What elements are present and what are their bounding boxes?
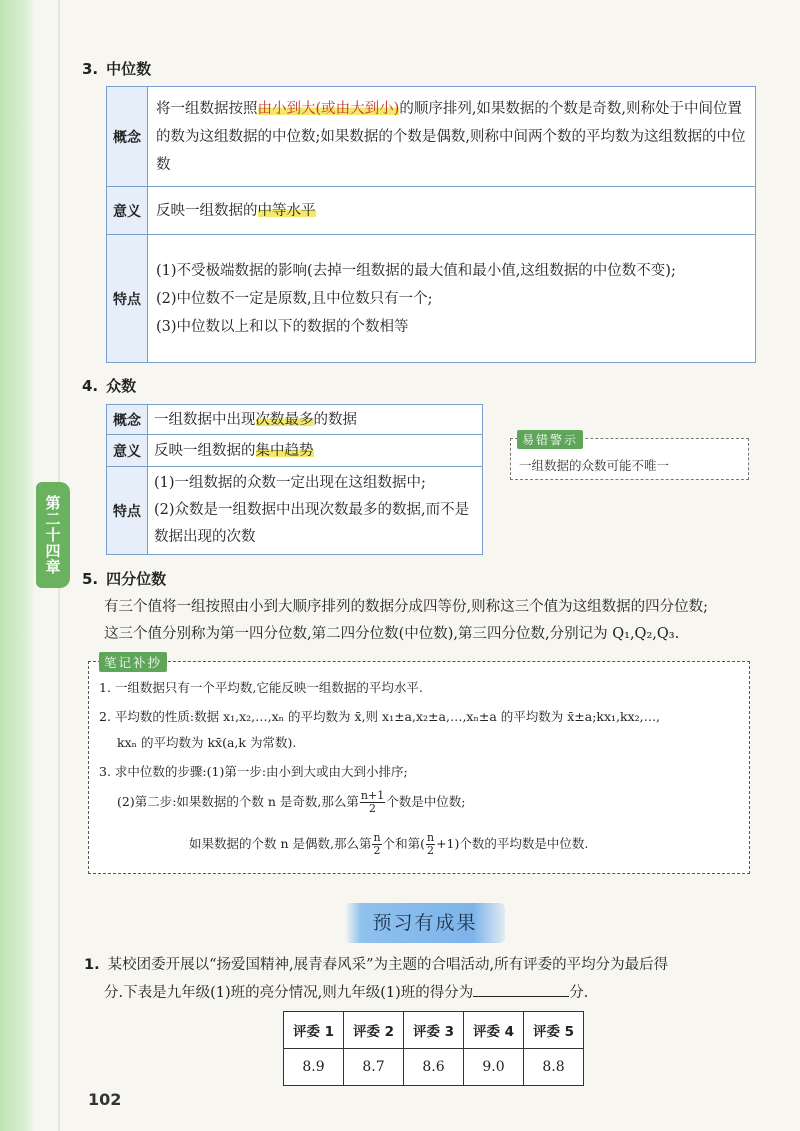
highlight: 由小到大(或由大到小)	[257, 100, 400, 117]
chapter-tab[interactable]: 第二十四章	[36, 482, 70, 588]
feature-item: (3)中位数以上和以下的数据的个数相等	[156, 318, 409, 335]
notes-tag: 笔记补抄	[99, 652, 167, 672]
feature-item: (1)一组数据的众数一定出现在这组数据中;	[154, 475, 426, 491]
median-meaning-label: 意义	[107, 187, 148, 235]
common-mistake-tag: 易错警示	[517, 430, 583, 449]
note-4: (2)第二步:如果数据的个数 n 是奇数,那么第 $\frac{n+1}{2}$ 个数是中位数;	[117, 789, 466, 815]
section-number: 5.	[82, 570, 99, 588]
section-quartile-title	[82, 568, 166, 589]
median-feature-text	[148, 235, 756, 363]
table-cell: 8.8	[524, 1049, 584, 1086]
mode-concept-text: 一组数据中出现次数最多的数据	[148, 405, 483, 435]
mode-meaning-label: 意义	[107, 435, 148, 467]
note-5: 如果数据的个数 n 是偶数,那么第 $\frac{n}{2}$ 个和第( $\frac{n}{2}$ +1)个数的平均数是中位数.	[189, 831, 589, 857]
feature-item: (2)中位数不一定是原数,且中位数只有一个;	[156, 290, 433, 307]
page-number: 102	[88, 1090, 122, 1109]
table-header-cell: 评委 2	[344, 1012, 404, 1049]
notes-box	[88, 655, 750, 874]
score-table	[283, 1011, 584, 1086]
preview-section-banner: 预习有成果	[345, 903, 505, 943]
fraction: $\frac{n}{2}$	[426, 831, 435, 857]
mode-feature-text	[148, 467, 483, 555]
highlight: 集中趋势	[255, 442, 314, 459]
mode-feature-label: 特点	[107, 467, 148, 555]
median-feature-label: 特点	[107, 235, 148, 363]
question-1-line-2: 分.下表是九年级(1)班的亮分情况,则九年级(1)班的得分为 分.	[104, 979, 588, 1007]
highlight: 次数最多	[255, 411, 314, 428]
common-mistake-box	[510, 433, 749, 480]
table-header-cell: 评委 5	[524, 1012, 584, 1049]
fraction: $\frac{n+1}{2}$	[360, 789, 385, 815]
mode-concept-label: 概念	[107, 405, 148, 435]
median-concept-text: 将一组数据按照由小到大(或由大到小)的顺序排列,如果数据的个数是奇数,则称处于中间位置的数为这组数据的中位数;如果数据的个数是偶数,则称中间两个数的平均数为这组数据的中位数	[148, 87, 756, 187]
feature-item: (1)不受极端数据的影响(去掉一组数据的最大值和最小值,这组数据的中位数不变);	[156, 262, 676, 279]
highlight: 中等水平	[257, 202, 316, 219]
note-1: 1. 一组数据只有一个平均数,它能反映一组数据的平均水平.	[99, 680, 423, 695]
table-cell: 8.9	[284, 1049, 344, 1086]
median-meaning-text: 反映一组数据的中等水平	[148, 187, 756, 235]
section-number: 4.	[82, 377, 99, 395]
note-3: 3. 求中位数的步骤:(1)第一步:由小到大或由大到小排序;	[99, 764, 408, 779]
section-title-text: 众数	[106, 377, 137, 395]
table-cell: 8.6	[404, 1049, 464, 1086]
section-title-text: 中位数	[106, 60, 152, 78]
table-cell: 9.0	[464, 1049, 524, 1086]
feature-item: (2)众数是一组数据中出现次数最多的数据,而不是数据出现的次数	[154, 502, 470, 545]
table-cell: 8.7	[344, 1049, 404, 1086]
quartile-line-1: 有三个值将一组按照由小到大顺序排列的数据分成四等份,则称这三个值为这组数据的四分位数;	[104, 599, 708, 615]
section-median-title	[82, 58, 151, 79]
section-number: 3.	[82, 60, 99, 78]
median-concept-label: 概念	[107, 87, 148, 187]
table-header-cell: 评委 4	[464, 1012, 524, 1049]
answer-blank[interactable]	[473, 980, 569, 997]
mode-meaning-text: 反映一组数据的集中趋势	[148, 435, 483, 467]
median-table	[106, 86, 756, 363]
fraction: $\frac{n}{2}$	[373, 831, 381, 857]
table-header-cell: 评委 3	[404, 1012, 464, 1049]
section-mode-title	[82, 375, 136, 396]
table-header-cell: 评委 1	[284, 1012, 344, 1049]
note-2b: kxₙ 的平均数为 kx̄(a,k 为常数).	[117, 735, 297, 750]
page-edge-strip	[0, 0, 34, 1131]
question-1-line-1: 1. 某校团委开展以“扬爱国精神,展青春风采”为主题的合唱活动,所有评委的平均分为最后得	[84, 957, 669, 973]
quartile-line-2: 这三个值分别称为第一四分位数,第二四分位数(中位数),第三四分位数,分别记为 Q₁,Q₂,Q₃.	[104, 626, 680, 642]
question-number: 1.	[84, 957, 100, 973]
note-2a: 2. 平均数的性质:数据 x₁,x₂,…,xₙ 的平均数为 x̄,则 x₁±a,x₂±a,…,xₙ±a 的平均数为 x̄±a;kx₁,kx₂,…,	[99, 709, 661, 724]
mode-table	[106, 404, 483, 555]
section-title-text: 四分位数	[106, 570, 167, 588]
common-mistake-text: 一组数据的众数可能不唯一	[519, 458, 670, 473]
